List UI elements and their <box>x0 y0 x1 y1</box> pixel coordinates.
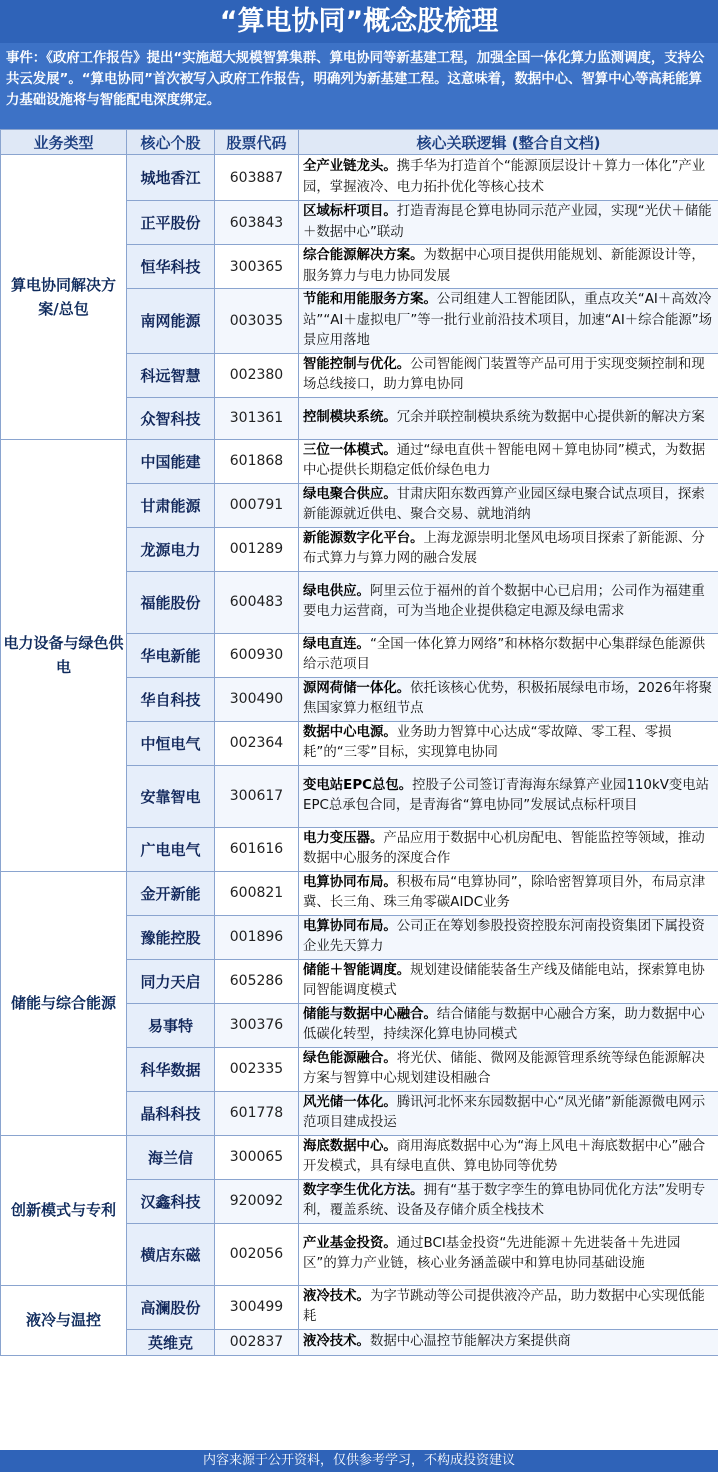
logic-description: 冗余并联控制模块系统为数据中心提供新的解决方案 <box>396 409 705 425</box>
stock-name: 同力天启 <box>127 959 215 1003</box>
logic-keyword: 变电站EPC总包。 <box>303 777 413 793</box>
stock-name: 晶科科技 <box>127 1091 215 1135</box>
logic-cell <box>299 353 718 397</box>
table-row <box>1 439 718 483</box>
stock-code: 605286 <box>215 959 299 1003</box>
stock-code: 300065 <box>215 1135 299 1179</box>
stock-code: 300376 <box>215 1003 299 1047</box>
header-code: 股票代码 <box>215 130 299 155</box>
logic-description: 控股子公司签订青海海东绿算产业园110kV变电站EPC总承包合同，是青海省“算电协同”发展试点标杆项目 <box>303 777 710 813</box>
stock-name: 豫能控股 <box>127 915 215 959</box>
stock-code: 603887 <box>215 155 299 201</box>
logic-cell <box>299 765 718 827</box>
logic-cell <box>299 677 718 721</box>
table-row <box>1 1285 718 1329</box>
logic-keyword: 控制模块系统。 <box>303 409 397 425</box>
category-cell: 创新模式与专利 <box>1 1135 127 1285</box>
stock-code: 300499 <box>215 1285 299 1329</box>
logic-description: 通过BCI基金投资“先进能源＋先进装备＋先进园区”的算力产业链，核心业务涵盖碳中和算电协同基础设施 <box>303 1235 681 1271</box>
logic-keyword: 智能控制与优化。 <box>303 356 411 372</box>
logic-keyword: 数据中心电源。 <box>303 724 397 740</box>
header-type: 业务类型 <box>1 130 127 155</box>
stock-name: 高澜股份 <box>127 1285 215 1329</box>
category-cell: 算电协同解决方案/总包 <box>1 155 127 440</box>
logic-cell <box>299 1135 718 1179</box>
stock-name: 横店东磁 <box>127 1223 215 1285</box>
logic-keyword: 液冷技术。 <box>303 1333 370 1349</box>
logic-description: 公司组建人工智能团队，重点攻关“AI＋高效冷站”“AI＋虚拟电厂”等一批行业前沿技术项目，加速“AI＋综合能源”场景应用落地 <box>303 292 713 348</box>
logic-cell <box>299 1091 718 1135</box>
logic-keyword: 节能和用能服务方案。 <box>303 292 437 307</box>
logic-description: 公司正在筹划参股投资控股东河南投资集团下属投资企业先天算力 <box>303 918 705 954</box>
logic-cell <box>299 1003 718 1047</box>
logic-description: 打造青海昆仑算电协同示范产业园，实现“光伏＋储能＋数据中心”联动 <box>303 204 712 240</box>
logic-cell <box>299 1223 718 1285</box>
stock-code: 001289 <box>215 527 299 571</box>
logic-keyword: 绿电直连。 <box>303 636 370 652</box>
logic-cell <box>299 289 718 354</box>
logic-cell <box>299 571 718 633</box>
stock-name: 英维克 <box>127 1329 215 1355</box>
logic-keyword: 绿电供应。 <box>303 583 370 599</box>
stock-code: 601616 <box>215 827 299 871</box>
stock-name: 华电新能 <box>127 633 215 677</box>
stock-code: 300490 <box>215 677 299 721</box>
logic-keyword: 绿电聚合供应。 <box>303 486 397 502</box>
stock-code: 600483 <box>215 571 299 633</box>
stock-name: 中国能建 <box>127 439 215 483</box>
stock-code: 300365 <box>215 245 299 289</box>
logic-description: 产品应用于数据中心机房配电、智能监控等领域，推动数据中心服务的深度合作 <box>303 830 705 866</box>
stock-name: 科远智慧 <box>127 353 215 397</box>
logic-keyword: 储能与数据中心融合。 <box>303 1006 437 1022</box>
logic-description: 数据中心温控节能解决方案提供商 <box>369 1333 571 1349</box>
stock-name: 安靠智电 <box>127 765 215 827</box>
logic-cell <box>299 1179 718 1223</box>
logic-keyword: 风光储一体化。 <box>303 1094 397 1110</box>
logic-description: 上海龙源崇明北堡风电场项目探索了新能源、分布式算力与算力网的融合发展 <box>303 530 705 566</box>
stock-name: 甘肃能源 <box>127 483 215 527</box>
logic-keyword: 电算协同布局。 <box>303 918 397 934</box>
stock-code: 002380 <box>215 353 299 397</box>
logic-keyword: 电算协同布局。 <box>303 874 397 890</box>
logic-description: 为数据中心项目提供用能规划、新能源设计等，服务算力与电力协同发展 <box>303 248 705 284</box>
stock-code: 001896 <box>215 915 299 959</box>
header-logic: 核心关联逻辑 (整合自文档) <box>299 130 718 155</box>
table-body <box>1 155 718 1356</box>
logic-cell <box>299 483 718 527</box>
logic-keyword: 数字孪生优化方法。 <box>303 1182 424 1198</box>
stock-code: 600930 <box>215 633 299 677</box>
logic-description: 腾讯河北怀来东园数据中心“凤光储”新能源微电网示范项目建成投运 <box>303 1094 706 1130</box>
table-row <box>1 155 718 201</box>
logic-cell <box>299 633 718 677</box>
logic-cell <box>299 155 718 201</box>
stock-name: 恒华科技 <box>127 245 215 289</box>
stock-name: 城地香江 <box>127 155 215 201</box>
stock-name: 海兰信 <box>127 1135 215 1179</box>
stock-name: 中恒电气 <box>127 721 215 765</box>
stock-code: 603843 <box>215 201 299 245</box>
logic-cell <box>299 1047 718 1091</box>
stock-name: 华自科技 <box>127 677 215 721</box>
stock-code: 002837 <box>215 1329 299 1355</box>
logic-description: 公司智能阀门装置等产品可用于实现变频控制和现场总线接口，助力算电协同 <box>303 356 705 392</box>
logic-description: 商用海底数据中心为“海上风电＋海底数据中心”融合开发模式，具有绿电直供、算电协同等优势 <box>303 1138 706 1174</box>
table-row <box>1 871 718 915</box>
logic-cell <box>299 959 718 1003</box>
logic-description: 依托该核心优势，积极拓展绿电市场，2026年将聚焦国家算力枢纽节点 <box>303 680 713 716</box>
logic-description: 阿里云位于福州的首个数据中心已启用；公司作为福建重要电力运营商，可为当地企业提供稳定电源及绿电需求 <box>303 583 705 619</box>
logic-cell <box>299 871 718 915</box>
logic-cell <box>299 915 718 959</box>
logic-description: 业务助力智算中心达成“零故障、零工程、零损耗”的“三零”目标，实现算电协同 <box>303 724 672 760</box>
logic-keyword: 综合能源解决方案。 <box>303 248 424 263</box>
stock-code: 002364 <box>215 721 299 765</box>
logic-keyword: 液冷技术。 <box>303 1288 370 1304</box>
header-stock: 核心个股 <box>127 130 215 155</box>
stock-code: 600821 <box>215 871 299 915</box>
footer-disclaimer: 内容来源于公开资料，仅供参考学习，不构成投资建议 <box>0 1450 718 1472</box>
stock-name: 众智科技 <box>127 397 215 439</box>
logic-keyword: 产业基金投资。 <box>303 1235 397 1251</box>
logic-description: 规划建设储能装备生产线及储能电站，探索算电协同智能调度模式 <box>303 962 705 998</box>
stock-name: 金开新能 <box>127 871 215 915</box>
stock-code: 002056 <box>215 1223 299 1285</box>
logic-description: 携手华为打造首个“能源顶层设计＋算力一体化”产业园，掌握液冷、电力拓扑优化等核心技术 <box>303 159 706 195</box>
category-cell: 储能与综合能源 <box>1 871 127 1135</box>
stock-table <box>0 129 718 1356</box>
logic-description: 拥有“基于数字孪生的算电协同优化方法”发明专利，覆盖系统、设备及存储介质全栈技术 <box>303 1182 706 1218</box>
table-row <box>1 1135 718 1179</box>
stock-code: 002335 <box>215 1047 299 1091</box>
logic-keyword: 储能＋智能调度。 <box>303 962 411 978</box>
stock-name: 广电电气 <box>127 827 215 871</box>
event-summary: 事件：《政府工作报告》提出“实施超大规模智算集群、算电协同等新基建工程，加强全国一体化算力监测调度，支持公共云发展”。“算电协同”首次被写入政府工作报告，明确列为新基建工程。这意味着，数据中心、智算中心等高耗能算力基础设施将与智能配电深度绑定。 <box>0 43 718 129</box>
logic-cell <box>299 245 718 289</box>
logic-keyword: 海底数据中心。 <box>303 1138 397 1154</box>
table-header-row <box>1 130 718 155</box>
logic-keyword: 区域标杆项目。 <box>303 204 397 219</box>
logic-cell <box>299 827 718 871</box>
stock-name: 易事特 <box>127 1003 215 1047</box>
stock-name: 龙源电力 <box>127 527 215 571</box>
logic-keyword: 源网荷储一体化。 <box>303 680 411 696</box>
stock-code: 000791 <box>215 483 299 527</box>
logic-description: 甘肃庆阳东数西算产业园区绿电聚合试点项目，探索新能源就近供电、聚合交易、就地消纳 <box>303 486 705 522</box>
logic-description: 积极布局“电算协同”，除哈密智算项目外，布局京津冀、长三角、珠三角零碳AIDC业务 <box>303 874 706 910</box>
logic-cell <box>299 201 718 245</box>
stock-code: 003035 <box>215 289 299 354</box>
logic-cell <box>299 439 718 483</box>
logic-cell <box>299 1329 718 1355</box>
stock-name: 正平股份 <box>127 201 215 245</box>
stock-code: 601868 <box>215 439 299 483</box>
stock-code: 301361 <box>215 397 299 439</box>
logic-description: 将光伏、储能、微网及能源管理系统等绿色能源解决方案与智算中心规划建设相融合 <box>303 1050 705 1086</box>
logic-description: “全国一体化算力网络”和林格尔数据中心集群绿色能源供给示范项目 <box>303 636 706 672</box>
logic-keyword: 绿色能源融合。 <box>303 1050 397 1066</box>
logic-description: 结合储能与数据中心融合方案，助力数据中心低碳化转型，持续深化算电协同模式 <box>303 1006 705 1042</box>
logic-cell <box>299 397 718 439</box>
logic-description: 通过“绿电直供＋智能电网＋算电协同”模式，为数据中心提供长期稳定低价绿色电力 <box>303 442 706 478</box>
stock-name: 汉鑫科技 <box>127 1179 215 1223</box>
logic-description: 为字节跳动等公司提供液冷产品，助力数据中心实现低能耗 <box>303 1288 705 1324</box>
stock-code: 300617 <box>215 765 299 827</box>
stock-code: 601778 <box>215 1091 299 1135</box>
stock-name: 南网能源 <box>127 289 215 354</box>
category-cell: 电力设备与绿色供电 <box>1 439 127 871</box>
stock-code: 920092 <box>215 1179 299 1223</box>
logic-cell <box>299 527 718 571</box>
logic-keyword: 新能源数字化平台。 <box>303 530 424 546</box>
logic-keyword: 电力变压器。 <box>303 830 384 846</box>
category-cell: 液冷与温控 <box>1 1285 127 1355</box>
logic-cell <box>299 721 718 765</box>
stock-name: 福能股份 <box>127 571 215 633</box>
page-title: “算电协同”概念股梳理 <box>0 0 718 43</box>
logic-cell <box>299 1285 718 1329</box>
logic-keyword: 全产业链龙头。 <box>303 159 397 174</box>
stock-name: 科华数据 <box>127 1047 215 1091</box>
logic-keyword: 三位一体模式。 <box>303 442 397 458</box>
